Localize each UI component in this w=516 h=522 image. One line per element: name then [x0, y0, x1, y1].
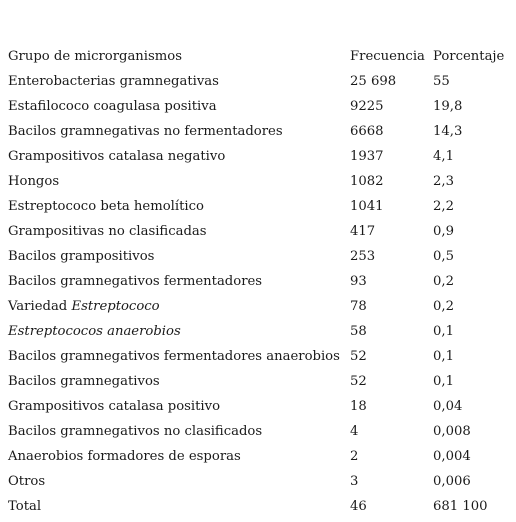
cell-group-prefix: Variedad	[8, 299, 72, 314]
table-header-row	[8, 44, 513, 69]
table-row	[8, 269, 513, 294]
cell-percentage: 681 100	[433, 499, 488, 514]
cell-group: Grampositivos catalasa negativo	[8, 149, 226, 164]
cell-group: Grampositivas no clasificadas	[8, 224, 207, 239]
table-row	[8, 194, 513, 219]
cell-group: Grampositivos catalasa positivo	[8, 399, 221, 414]
table-row	[8, 144, 513, 169]
cell-frequency: 52	[350, 349, 367, 364]
cell-frequency: 1937	[350, 149, 384, 164]
cell-group: Bacilos gramnegativos	[8, 374, 160, 389]
cell-frequency: 6668	[350, 124, 384, 139]
cell-percentage: 0,9	[433, 224, 454, 239]
cell-percentage: 14,3	[433, 124, 463, 139]
table-row	[8, 319, 513, 344]
cell-group: Bacilos grampositivos	[8, 249, 155, 264]
cell-group	[8, 294, 160, 319]
cell-frequency: 9225	[350, 99, 384, 114]
cell-frequency: 25 698	[350, 74, 397, 89]
cell-percentage: 0,5	[433, 249, 454, 264]
cell-percentage: 4,1	[433, 149, 454, 164]
table-row	[8, 469, 513, 494]
cell-group: Total	[8, 499, 42, 514]
cell-percentage: 0,1	[433, 374, 454, 389]
cell-group: Estreptococo beta hemolítico	[8, 199, 204, 214]
table-total-row	[8, 494, 513, 519]
cell-percentage: 0,1	[433, 324, 454, 339]
table-row	[8, 119, 513, 144]
cell-percentage: 2,2	[433, 199, 454, 214]
cell-frequency: 2	[350, 449, 359, 464]
table-row	[8, 219, 513, 244]
table-row	[8, 444, 513, 469]
cell-group: Estreptococos anaerobios	[8, 324, 181, 339]
table-row	[8, 394, 513, 419]
cell-percentage: 0,2	[433, 274, 454, 289]
cell-percentage: 55	[433, 74, 450, 89]
cell-group: Bacilos gramnegativos fermentadores	[8, 274, 263, 289]
table-row	[8, 344, 513, 369]
cell-frequency: 58	[350, 324, 367, 339]
cell-frequency: 46	[350, 499, 367, 514]
cell-percentage: 0,04	[433, 399, 463, 414]
cell-frequency: 93	[350, 274, 367, 289]
header-group: Grupo de microrganismos	[8, 49, 182, 64]
cell-percentage: 2,3	[433, 174, 454, 189]
cell-percentage: 0,1	[433, 349, 454, 364]
table-row	[8, 169, 513, 194]
cell-percentage: 0,008	[433, 424, 471, 439]
table-row	[8, 294, 513, 319]
cell-frequency: 417	[350, 224, 376, 239]
cell-group: Enterobacterias gramnegativas	[8, 74, 219, 89]
cell-frequency: 78	[350, 299, 367, 314]
cell-group: Estafilococo coagulasa positiva	[8, 99, 217, 114]
cell-group: Anaerobios formadores de esporas	[8, 449, 241, 464]
header-frequency: Frecuencia	[350, 49, 425, 64]
table-row	[8, 94, 513, 119]
cell-group: Bacilos gramnegativos fermentadores anaerobios	[8, 349, 340, 364]
table-row	[8, 369, 513, 394]
cell-frequency: 253	[350, 249, 376, 264]
cell-group: Bacilos gramnegativas no fermentadores	[8, 124, 283, 139]
table-row	[8, 244, 513, 269]
cell-percentage: 0,004	[433, 449, 471, 464]
cell-frequency: 18	[350, 399, 367, 414]
cell-frequency: 4	[350, 424, 359, 439]
cell-percentage: 0,2	[433, 299, 454, 314]
cell-group: Hongos	[8, 174, 60, 189]
table-row	[8, 69, 513, 94]
cell-percentage: 19,8	[433, 99, 463, 114]
cell-group-italic: Estreptococo	[71, 299, 160, 314]
cell-frequency: 3	[350, 474, 359, 489]
microorganism-frequency-table	[8, 44, 513, 519]
cell-group: Bacilos gramnegativos no clasificados	[8, 424, 263, 439]
cell-frequency: 1082	[350, 174, 384, 189]
cell-group: Otros	[8, 474, 46, 489]
table-row	[8, 419, 513, 444]
cell-frequency: 52	[350, 374, 367, 389]
cell-percentage: 0,006	[433, 474, 471, 489]
header-percentage: Porcentaje	[433, 49, 505, 64]
cell-frequency: 1041	[350, 199, 384, 214]
